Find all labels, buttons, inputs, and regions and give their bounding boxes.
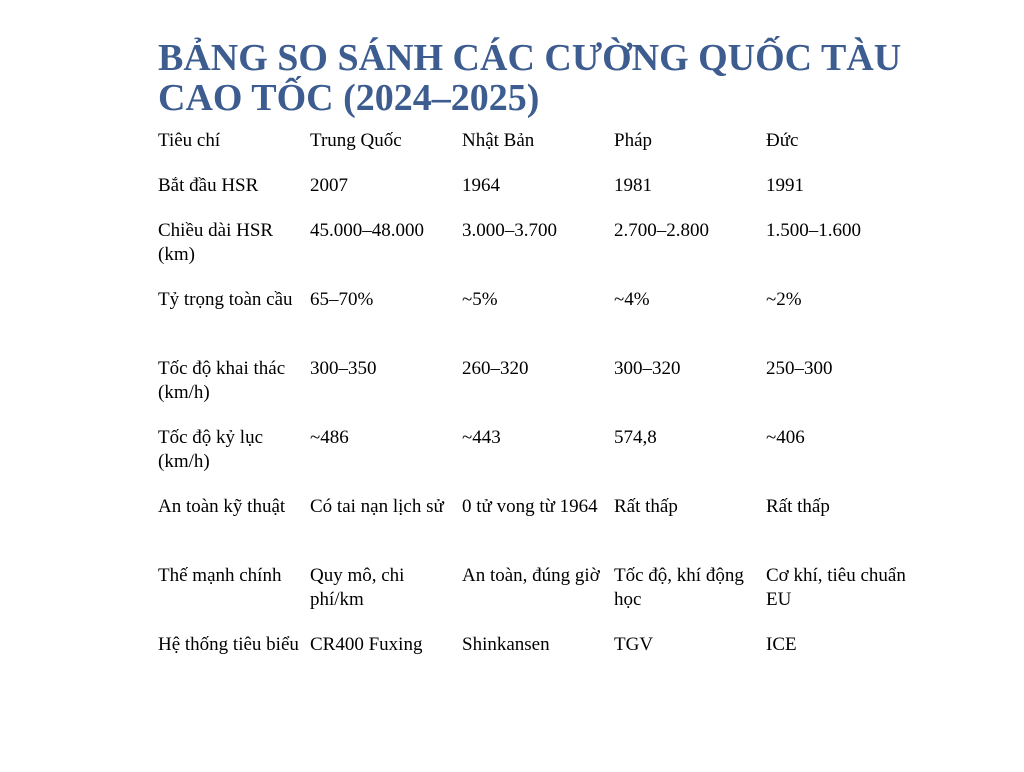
table-cell: Tốc độ kỷ lục (km/h)	[158, 427, 264, 472]
table-header-cell: Đức	[766, 130, 799, 151]
table-cell: 1981	[614, 175, 652, 196]
table-header-cell: Pháp	[614, 130, 652, 151]
table-cell: Cơ khí, tiêu chuẩn EU	[766, 565, 906, 610]
table-row	[155, 495, 915, 564]
table-cell: ~443	[462, 427, 501, 448]
table-cell: An toàn kỹ thuật	[158, 496, 286, 517]
comparison-table	[155, 129, 915, 689]
table-cell: Tỷ trọng toàn cầu	[158, 289, 293, 310]
table-cell: 1.500–1.600	[766, 220, 861, 241]
table-header-cell: Trung Quốc	[310, 130, 402, 151]
table-cell: Quy mô, chi phí/km	[310, 565, 405, 610]
table-cell: 65–70%	[310, 289, 374, 310]
table-row	[155, 357, 915, 426]
table-header-row	[155, 129, 915, 174]
title-line-2: CAO TỐC (2024–2025)	[158, 77, 540, 119]
table-cell: Rất thấp	[766, 496, 830, 517]
table-cell: An toàn, đúng giờ	[462, 565, 600, 586]
table-cell: ~4%	[614, 289, 650, 310]
table-cell: Chiều dài HSR (km)	[158, 220, 274, 265]
table-cell: ~2%	[766, 289, 802, 310]
title-line-1: BẢNG SO SÁNH CÁC CƯỜNG QUỐC TÀU	[158, 37, 902, 79]
table-row	[155, 564, 915, 633]
table-row	[155, 219, 915, 288]
table-cell: TGV	[614, 634, 654, 655]
table-cell: 250–300	[766, 358, 833, 379]
table-row	[155, 288, 915, 357]
table-cell: Bắt đầu HSR	[158, 175, 259, 196]
table-cell: 300–350	[310, 358, 377, 379]
table-cell: 574,8	[614, 427, 657, 448]
table-cell: Có tai nạn lịch sử	[310, 496, 444, 517]
table-header-cell: Tiêu chí	[158, 130, 221, 151]
table-header-cell: Nhật Bản	[462, 130, 535, 151]
table-cell: ~406	[766, 427, 805, 448]
table-cell: ICE	[766, 634, 797, 655]
table-cell: CR400 Fuxing	[310, 634, 423, 655]
page-title	[158, 38, 918, 118]
table-cell: Hệ thống tiêu biểu	[158, 634, 299, 655]
table-cell: Rất thấp	[614, 496, 678, 517]
table-cell: 260–320	[462, 358, 529, 379]
table-cell: ~486	[310, 427, 349, 448]
table-cell: ~5%	[462, 289, 498, 310]
table-cell: Tốc độ, khí động học	[614, 565, 744, 610]
table-cell: Shinkansen	[462, 634, 550, 655]
table-cell: 2.700–2.800	[614, 220, 709, 241]
table-cell: 0 tử vong từ 1964	[462, 496, 598, 517]
table-cell: 45.000–48.000	[310, 220, 424, 241]
table-cell: 1964	[462, 175, 500, 196]
table-cell: Thế mạnh chính	[158, 565, 282, 586]
table-cell: Tốc độ khai thác (km/h)	[158, 358, 286, 403]
table-cell: 2007	[310, 175, 348, 196]
table-cell: 1991	[766, 175, 804, 196]
table-cell: 3.000–3.700	[462, 220, 557, 241]
table-row	[155, 426, 915, 495]
table-row	[155, 633, 915, 689]
table-cell: 300–320	[614, 358, 681, 379]
table-row	[155, 174, 915, 219]
